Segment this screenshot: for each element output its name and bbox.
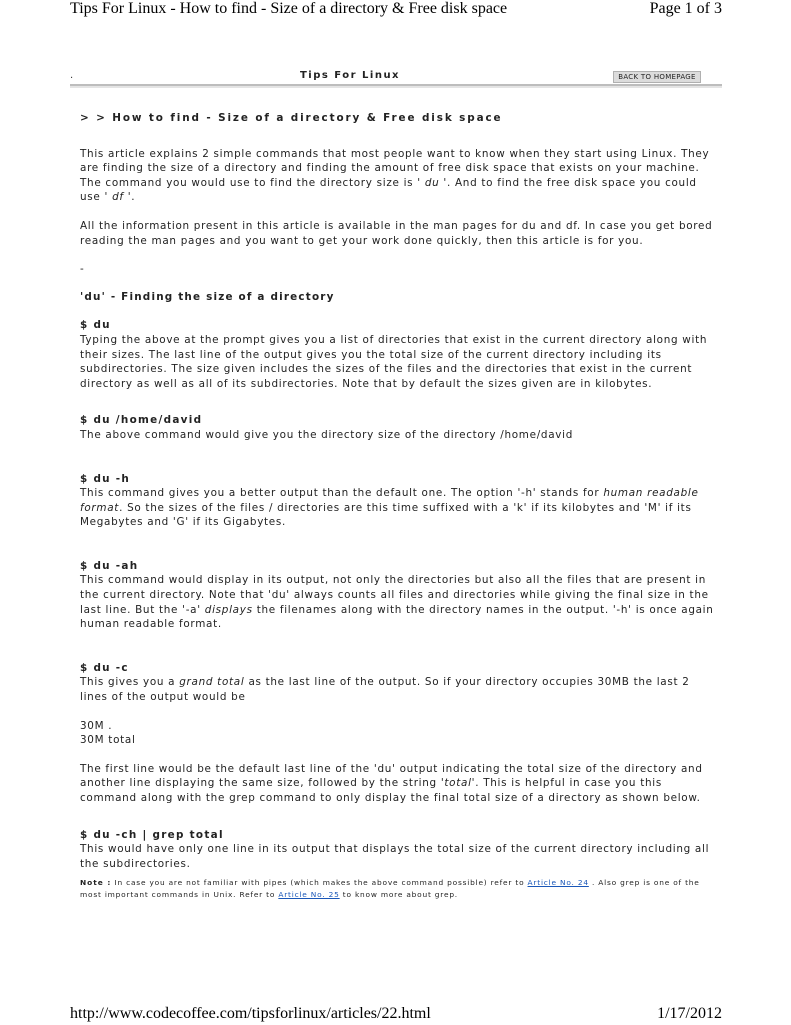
print-header xyxy=(70,0,722,20)
print-header-title: Tips For Linux - How to find - Size of a directory & Free disk space xyxy=(70,0,508,17)
intro-paragraph-1: This article explains 2 simple commands that most people want to know when they start using Linux. They are finding the size of a directory and finding the amount of free disk space that exists on your machine. The command you would use to find the directory size is ' du '. And to find the free disk space you could use ' df '. xyxy=(80,147,710,204)
back-to-homepage-button[interactable]: BACK TO HOMEPAGE xyxy=(613,71,701,83)
separator-dash: - xyxy=(80,263,85,276)
command-du-ah-description: This command would display in its output, not only the directories but also all the files that are present in the current directory. Note that 'du' always counts all files and directories while giving the final size in the last line. But the '-a' displays the filenames along with the directory names in the output. '-h' is once again human readable format. xyxy=(80,574,714,631)
command-du-description: Typing the above at the prompt gives you a list of directories that exist in the current directory along with their sizes. The last line of the output gives you the total size of the current directory including its subdirectories. The size given includes the sizes of the files and the directories that exist in the current directory as well as all of its subdirectories. Note that by default the sizes given are in kilobytes. xyxy=(80,333,708,390)
command-du-home: $ du /home/david xyxy=(80,414,203,427)
output-line-1: 30M . xyxy=(80,719,113,732)
command-du-h: $ du -h xyxy=(80,472,131,485)
df-inline-command: df xyxy=(112,191,124,204)
command-du: $ du xyxy=(80,319,111,332)
command-du-c-description: This gives you a grand total as the last line of the output. So if your directory occupies 30MB the last 2 lines of the output would be xyxy=(80,676,690,704)
note-paragraph: Note : In case you are not familiar with pipes (which makes the above command possible) refer to Article No. 24 . Also grep is one of the most important commands in Unix. Refer to Article No. 25 to know more about grep. xyxy=(80,878,700,900)
intro-paragraph-2: All the information present in this article is available in the man pages for du and df. In case you get bored reading the man pages and you want to get your work done quickly, then this article is for you. xyxy=(80,219,713,247)
command-du-c: $ du -c xyxy=(80,661,129,674)
print-footer-date: 1/17/2012 xyxy=(657,1005,722,1022)
note-label: Note : xyxy=(80,878,112,888)
article-title: > > How to find - Size of a directory & Free disk space xyxy=(80,112,503,124)
article-content xyxy=(80,111,720,901)
section-title-du: 'du' - Finding the size of a directory xyxy=(80,290,335,303)
site-title: Tips For Linux xyxy=(299,70,401,81)
command-du-ch-grep-description: This would have only one line in its output that displays the total size of the current directory including all the subdirectories. xyxy=(80,843,710,870)
print-footer-url: http://www.codecoffee.com/tipsforlinux/articles/22.html xyxy=(70,1005,431,1022)
du-inline-command: du xyxy=(424,176,440,189)
print-header-page-number: Page 1 of 3 xyxy=(649,0,722,17)
du-c-explanation: The first line would be the default last line of the 'du' output indicating the total size of the directory and another line displaying the same size, followed by the string 'total'. This is helpful in case you this command along with the grep command to only display the final total size of a directory as shown below. xyxy=(80,762,703,804)
header-divider-shadow xyxy=(70,86,722,88)
command-du-ch-grep: $ du -ch | grep total xyxy=(80,828,224,841)
site-header-dot: . xyxy=(70,70,74,81)
command-du-h-description: This command gives you a better output than the default one. The option '-h' stands for human readable format. So the sizes of the files / directories are this time suffixed with a 'k' if its kilobytes and 'M' if its Megabytes and 'G' if its Gigabytes. xyxy=(80,487,699,529)
site-header-bar xyxy=(70,70,722,90)
print-footer xyxy=(70,1005,722,1025)
article-24-link[interactable]: Article No. 24 xyxy=(527,878,589,888)
command-du-ah: $ du -ah xyxy=(80,559,139,572)
output-line-2: 30M total xyxy=(80,734,136,747)
article-25-link[interactable]: Article No. 25 xyxy=(278,890,340,900)
command-du-home-description: The above command would give you the directory size of the directory /home/david xyxy=(80,428,574,441)
